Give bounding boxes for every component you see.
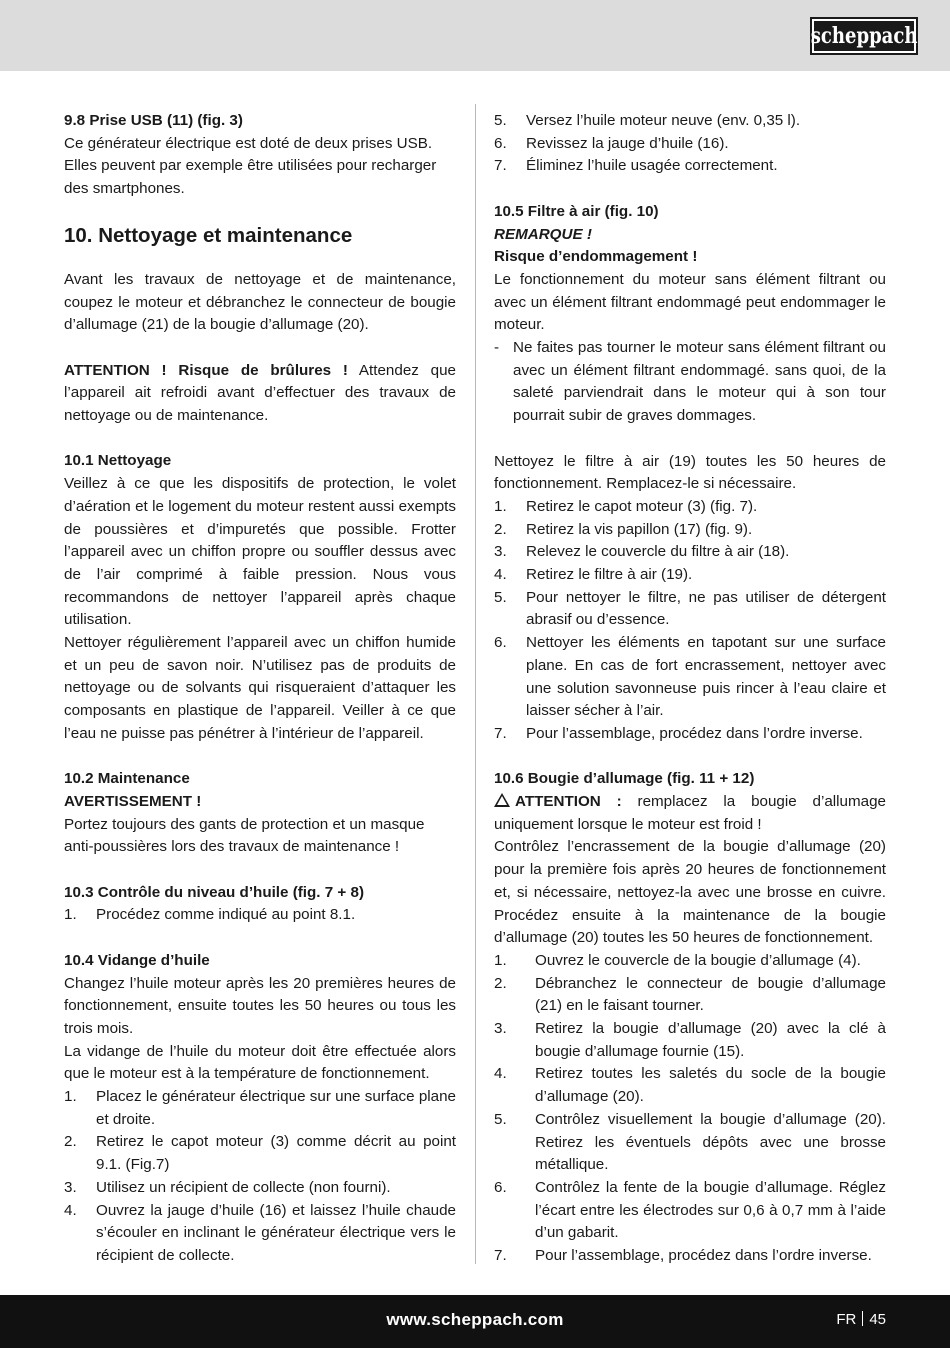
left-column — [64, 110, 456, 1268]
list-item: 5. Pour nettoyer le filtre, ne pas utiliser de détergent abrasif ou d’essence. — [494, 588, 886, 629]
section-10-title: 10. Nettoyage et maintenance — [64, 223, 353, 247]
list-item: 6. Revissez la jauge d’huile (16). — [494, 134, 729, 152]
warning-triangle-icon — [494, 793, 510, 807]
list-item: 6. Contrôlez la fente de la bougie d’allumage. Réglez l’écart entre les électrodes sur 0,6 à 0,7 mm à l’aide d’un gabarit. — [494, 1179, 886, 1242]
list-item: 5. Contrôlez visuellement la bougie d’allumage (20). Retirez les éventuels dépôts avec une brosse métallique. — [494, 1110, 886, 1174]
section-10-1-p1: Veillez à ce que les dispositifs de protection, le volet d’aération et le logement du moteur restent aussi exempts de poussières et d’impuretés que possible. Frotter l’appareil avec un chiffon propre ou souffler dessus avec de l’air comprimé à faible pression. Nous vous recommandons de nettoyer l’appareil après chaque utilisation. — [64, 475, 456, 629]
list-item: 5. Versez l’huile moteur neuve (env. 0,35 l). — [494, 112, 801, 129]
footer-bar — [0, 1295, 950, 1348]
list-item: 3. Utilisez un récipient de collecte (non fourni). — [64, 1178, 391, 1196]
column-divider — [475, 104, 476, 1264]
section-10-5-risk: Risque d’endommagement ! — [494, 248, 698, 266]
section-9-8-title: 9.8 Prise USB (11) (fig. 3) — [64, 112, 243, 129]
header-bar — [0, 0, 950, 71]
list-item: 3. Retirez la bougie d’allumage (20) avec la clé à bougie d’allumage fournie (15). — [494, 1020, 886, 1060]
section-10-4-p1: Changez l’huile moteur après les 20 premières heures de fonctionnement, ensuite toutes les 50 heures ou tous les trois mois. — [64, 974, 456, 1037]
list-item: 4. Retirez le filtre à air (19). — [494, 566, 693, 584]
section-10-5-p1: Le fonctionnement du moteur sans élément filtrant ou avec un élément filtrant endommagé peut endommager le moteur. — [494, 270, 886, 334]
section-10-6-attention — [494, 791, 886, 836]
list-item: 2. Retirez le capot moteur (3) comme décrit au point 9.1. (Fig.7) — [64, 1133, 456, 1174]
section-10-5-p2: Nettoyez le filtre à air (19) toutes les 50 heures de fonctionnement. Remplacez-le si nécessaire. — [494, 452, 886, 493]
right-column — [494, 110, 886, 1268]
list-item: 7. Éliminez l’huile usagée correctement. — [494, 157, 778, 175]
section-10-intro: Avant les travaux de nettoyage et de maintenance, coupez le moteur et débranchez le connecteur de bougie d’allumage (21) de la bougie d’allumage (20). — [64, 270, 456, 334]
list-item: 4. Retirez toutes les saletés du socle de la bougie d’allumage (20). — [494, 1065, 886, 1106]
website-link[interactable]: www.scheppach.com — [386, 1310, 564, 1329]
section-10-5-remark: REMARQUE ! — [494, 225, 592, 243]
burn-warning-label: ATTENTION ! Risque de brûlures ! — [64, 361, 348, 379]
section-10-4-p2: La vidange de l’huile du moteur doit être effectuée alors que le moteur est à la température de fonctionnement. — [64, 1042, 456, 1083]
attention-label: ATTENTION : — [515, 793, 622, 811]
section-10-2-title: 10.2 Maintenance — [64, 770, 190, 788]
list-item: 1. Procédez comme indiqué au point 8.1. — [64, 906, 356, 924]
list-item: - Ne faites pas tourner le moteur sans élément filtrant ou avec un élément filtrant endommagé. sans quoi, de la saleté parviendrait dans le moteur qui à son tour pourrait subir de graves dommages. — [494, 339, 886, 425]
page-indicator — [836, 1311, 886, 1328]
section-10-2-body: Portez toujours des gants de protection et un masque anti-poussières lors des travaux de maintenance ! — [64, 815, 425, 856]
section-10-1-p2: Nettoyer régulièrement l’appareil avec un chiffon humide et un peu de savon noir. N’utilisez pas de produits de nettoyage ou de solvants qui risqueraient d’attaquer les composants en plastique de l’appareil. Veiller à ce que l’eau ne puisse pas pénétrer à l’intérieur de l’appareil. — [64, 634, 456, 742]
list-item: 7. Pour l’assemblage, procédez dans l’ordre inverse. — [494, 1247, 872, 1265]
burn-warning-text: Attendez que l’appareil ait refroidi avant d’effectuer des travaux de nettoyage ou de maintenance. — [64, 361, 457, 425]
list-item: 6. Nettoyer les éléments en tapotant sur une surface plane. En cas de fort encrassement, nettoyer avec une solution savonneuse puis rincer à l’eau claire et laisser sécher à l’air. — [494, 634, 886, 720]
list-item: 1. Retirez le capot moteur (3) (fig. 7). — [494, 497, 758, 515]
section-10-6-title: 10.6 Bougie d’allumage (fig. 11 + 12) — [494, 770, 755, 788]
list-item: 4. Ouvrez la jauge d’huile (16) et laissez l’huile chaude s’écouler en inclinant le générateur électrique vers le récipient de collecte. — [64, 1201, 456, 1264]
list-item: 2. Débranchez le connecteur de bougie d’allumage (21) en le faisant tourner. — [494, 974, 886, 1015]
scheppach-logo — [810, 17, 918, 55]
section-10-2-warning: AVERTISSEMENT ! — [64, 792, 202, 810]
page-number: 45 — [869, 1311, 886, 1328]
list-item: 1. Placez le générateur électrique sur une surface plane et droite. — [64, 1088, 456, 1128]
brand-name: scheppach — [810, 23, 918, 49]
section-10-4-title: 10.4 Vidange d’huile — [64, 951, 210, 969]
attention-text: remplacez la bougie d’allumage uniquement lorsque le moteur est froid ! — [494, 793, 886, 833]
section-10-1-title: 10.1 Nettoyage — [64, 452, 172, 470]
list-item: 1. Ouvrez le couvercle de la bougie d’allumage (4). — [494, 951, 861, 969]
section-9-8-body: Ce générateur électrique est doté de deux prises USB. Elles peuvent par exemple être utilisées pour recharger des smartphones. — [64, 134, 437, 198]
list-item: 3. Relevez le couvercle du filtre à air (18). — [494, 543, 790, 561]
language-code: FR — [836, 1311, 857, 1328]
burn-warning — [64, 360, 456, 428]
section-10-3-title: 10.3 Contrôle du niveau d’huile (fig. 7 + 8) — [64, 883, 365, 901]
list-item: 2. Retirez la vis papillon (17) (fig. 9). — [494, 520, 753, 538]
section-10-6-p1: Contrôlez l’encrassement de la bougie d’allumage (20) pour la première fois après 20 heures de fonctionnement et, si nécessaire, nettoyez-la avec une brosse en cuivre. Procédez ensuite à la maintenance de la bougie d’allumage (20) toutes les 50 heures de fonctionnement. — [494, 838, 886, 947]
section-10-5-title: 10.5 Filtre à air (fig. 10) — [494, 202, 659, 220]
list-item: 7. Pour l’assemblage, procédez dans l’ordre inverse. — [494, 724, 863, 742]
